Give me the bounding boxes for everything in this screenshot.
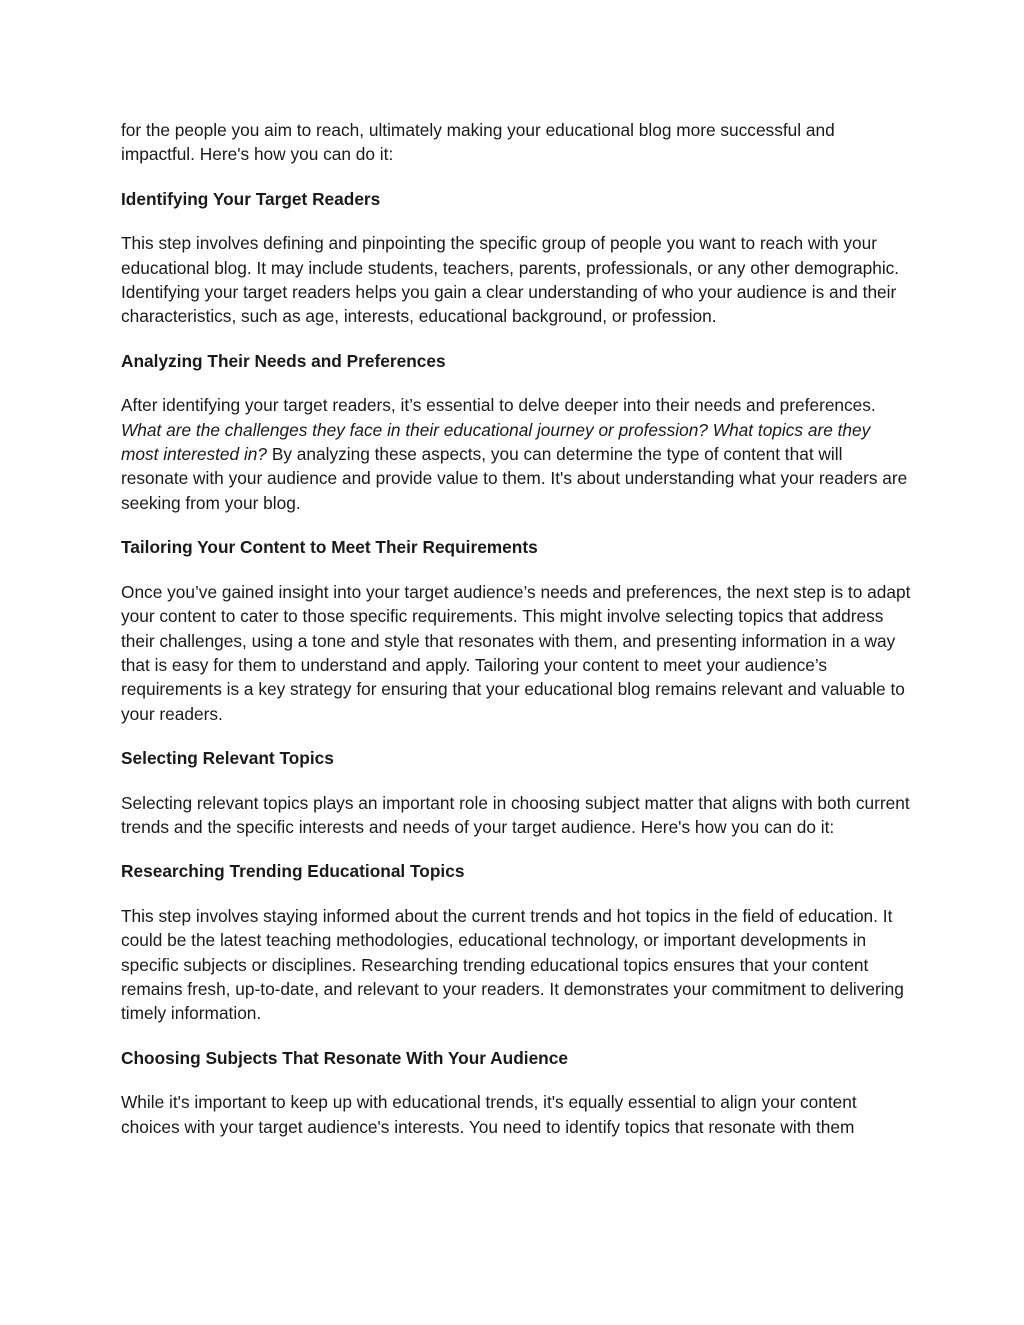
paragraph-identifying-target-readers: This step involves defining and pinpointing the specific group of people you want to reach with your educational blog. It may include students, teachers, parents, professionals, or any other demographic. Identifying your target readers helps you gain a clear understanding of who your audience is and their characteristics, such as age, interests, educational background, or profession.	[121, 233, 900, 327]
heading-tailoring-content: Tailoring Your Content to Meet Their Requirements	[121, 537, 538, 558]
paragraph-analyzing-needs	[121, 393, 911, 515]
heading-researching-trends: Researching Trending Educational Topics	[121, 861, 465, 882]
heading-choosing-subjects: Choosing Subjects That Resonate With Your Audience	[121, 1047, 568, 1068]
heading-analyzing-needs: Analyzing Their Needs and Preferences	[121, 350, 446, 371]
paragraph-researching-trends: This step involves staying informed about the current trends and hot topics in the field of education. It could be the latest teaching methodologies, educational technology, or important developments in specific subjects or disciplines. Researching trending educational topics ensures that your content remains fresh, up-to-date, and relevant to your readers. It demonstrates your commitment to delivering timely information.	[121, 905, 904, 1024]
paragraph-analyzing-needs-lead: After identifying your target readers, it’s essential to delve deeper into their needs and preferences.	[121, 395, 876, 416]
paragraph-analyzing-needs-tail: By analyzing these aspects, you can determine the type of content that will resonate with your audience and provide value to them. It's about understanding what your readers are seeking from your blog.	[121, 444, 908, 513]
paragraph-selecting-topics: Selecting relevant topics plays an important role in choosing subject matter that aligns with both current trends and the specific interests and needs of your target audience. Here's how you can do it:	[121, 792, 910, 837]
paragraph-tailoring-content: Once you’ve gained insight into your target audience’s needs and preferences, the next step is to adapt your content to cater to those specific requirements. This might involve selecting topics that address their challenges, using a tone and style that resonates with them, and presenting information in a way that is easy for them to understand and apply. Tailoring your content to meet your audience’s requirements is a key strategy for ensuring that your educational blog remains relevant and valuable to your readers.	[121, 581, 911, 724]
paragraph-analyzing-needs-questions: What are the challenges they face in their educational journey or profession? What topics are they most interested in?	[121, 419, 871, 465]
intro-paragraph: for the people you aim to reach, ultimately making your educational blog more successful and impactful. Here's how you can do it:	[121, 120, 835, 165]
paragraph-choosing-subjects: While it's important to keep up with educational trends, it's equally essential to align your content choices with your target audience's interests. You need to identify topics that resonate with them	[121, 1092, 857, 1137]
heading-selecting-topics: Selecting Relevant Topics	[121, 748, 334, 769]
heading-identifying-target-readers: Identifying Your Target Readers	[121, 188, 381, 209]
document-page	[121, 118, 911, 1159]
